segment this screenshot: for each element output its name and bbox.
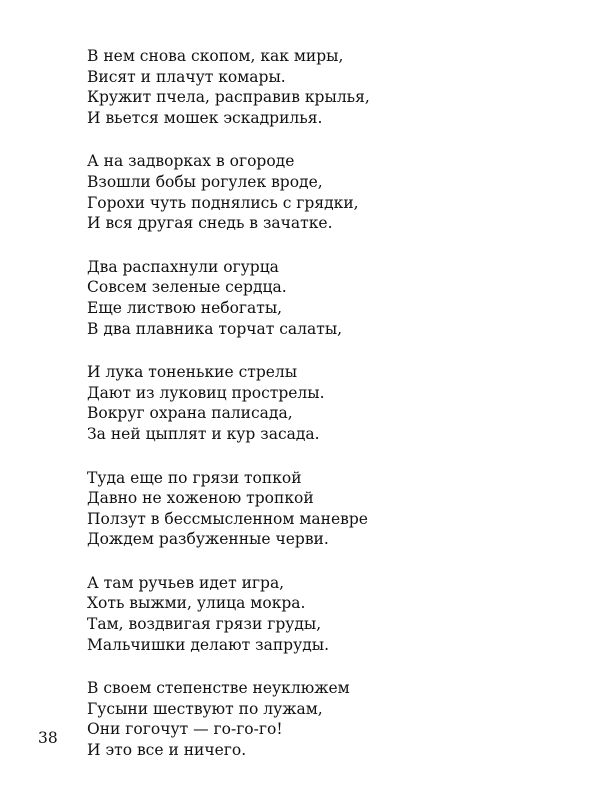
poem-line: Дождем разбуженные черви. (87, 530, 329, 549)
stanza (87, 362, 567, 444)
stanza (87, 468, 567, 550)
poem-line: Ползут в бессмысленном маневре (87, 509, 368, 528)
poem-line: И вся другая снедь в зачатке. (87, 214, 333, 233)
page-number: 38 (38, 729, 58, 747)
poem-line: В два плавника торчат салаты, (87, 319, 343, 338)
poem-line: А на задворках в огороде (87, 152, 295, 171)
poem-line: В своем степенстве неуклюжем (87, 679, 350, 698)
poem-line: Висят и плачут комары. (87, 67, 286, 86)
poem-line: Хоть выжми, улица мокра. (87, 594, 306, 613)
stanza (87, 573, 567, 655)
poem-line: Два распахнули огурца (87, 257, 279, 276)
poem (87, 46, 567, 784)
stanza (87, 151, 567, 233)
poem-line: Горохи чуть поднялись с грядки, (87, 193, 359, 212)
stanza (87, 46, 567, 128)
stanza (87, 257, 567, 339)
poem-line: Вокруг охрана палисада, (87, 404, 293, 423)
poem-line: И это все и ничего. (87, 741, 247, 760)
poem-line: И вьется мошек эскадрилья. (87, 108, 323, 127)
poem-line: В нем снова скопом, как миры, (87, 47, 344, 65)
poem-line: Давно не хоженою тропкой (87, 489, 314, 508)
poem-line: Они гогочут — го-го-го! (87, 720, 283, 739)
poem-line: Дают из луковиц прострелы. (87, 383, 325, 402)
poem-line: А там ручьев идет игра, (87, 573, 285, 592)
poem-line: Взошли бобы рогулек вроде, (87, 172, 323, 191)
poem-line: Там, воздвигая грязи груды, (87, 615, 322, 634)
poem-line: Кружит пчела, расправив крылья, (87, 88, 370, 107)
poem-line: Совсем зеленые сердца. (87, 278, 287, 297)
poem-line: Туда еще по грязи топкой (87, 468, 302, 487)
poem-line: Еще листвою небогаты, (87, 298, 283, 317)
poem-line: Мальчишки делают запруды. (87, 635, 330, 654)
poem-line: И лука тоненькие стрелы (87, 363, 298, 382)
poem-line: За ней цыплят и кур засада. (87, 424, 320, 443)
poem-line: Гусыни шествуют по лужам, (87, 699, 323, 718)
stanza (87, 678, 567, 760)
